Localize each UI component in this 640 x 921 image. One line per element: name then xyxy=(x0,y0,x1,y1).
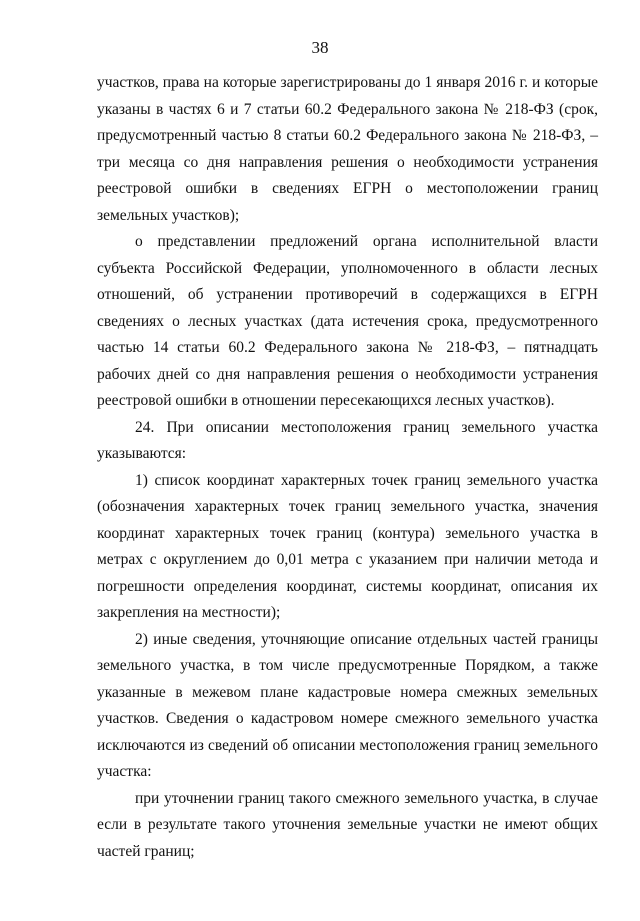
paragraph-subitem-1: 1) список координат характерных точек границ земельного участка (обозначения характерных точек границ земельного участка, значения координат характерных точек границ (контура) земельного участка в метрах с округлением до 0,01 метра с указанием при наличии метода и погрешности определения координат, системы координат, описания их закрепления на местности); xyxy=(97,471,598,621)
page-number: 38 xyxy=(311,38,329,57)
paragraph-continuation: участков, права на которые зарегистрированы до 1 января 2016 г. и которые указаны в частях 6 и 7 статьи 60.2 Федерального закона № 218-ФЗ (срок, предусмотренный частью 8 статьи 60.2 Федерального закона № 218-ФЗ, – три месяца со дня направления решения о необходимости устранения реестровой ошибки в сведениях ЕГРН о местоположении границ земельных участков); xyxy=(97,74,598,224)
paragraph-item-24: 24. При описании местоположения границ земельного участка указываются: xyxy=(97,418,598,462)
paragraph-subitem-2: 2) иные сведения, уточняющие описание отдельных частей границы земельного участка, в том числе предусмотренные Порядком, а также указанные в межевом плане кадастровые номера смежных земельных участков. Сведения о кадастровом номере смежного земельного участка исключаются из сведений об описании местоположения границ земельного участка: xyxy=(97,630,598,780)
body-text xyxy=(97,70,598,865)
paragraph-boundary-clarification: при уточнении границ такого смежного земельного участка, в случае если в результате такого уточнения земельные участки не имеют общих частей границ; xyxy=(97,789,598,860)
paragraph-forest-proposals: о представлении предложений органа исполнительной власти субъекта Российской Федерации, уполномоченного в области лесных отношений, об устранении противоречий в содержащихся в ЕГРН сведениях о лесных участках (дата истечения срока, предусмотренного частью 14 статьи 60.2 Федерального закона № 218-ФЗ, – пятнадцать рабочих дней со дня направления решения о необходимости устранения реестровой ошибки в отношении пересекающихся лесных участков). xyxy=(97,233,598,409)
